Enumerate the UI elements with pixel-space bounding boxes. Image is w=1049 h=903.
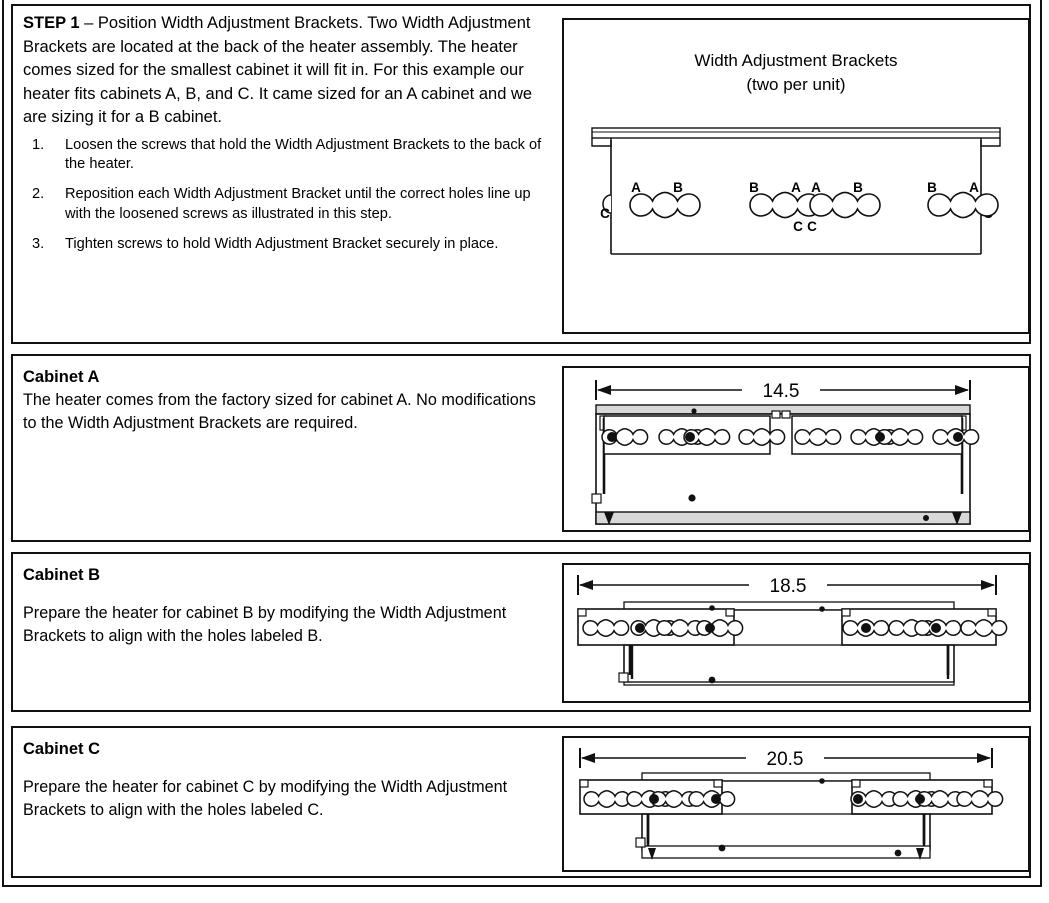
hole-cluster bbox=[795, 429, 841, 445]
hole-label-c-left: C bbox=[600, 206, 610, 221]
hole-label-bottom: C bbox=[807, 219, 817, 234]
cabinet-c-title: Cabinet C bbox=[23, 740, 101, 758]
step-1-dash: – bbox=[79, 14, 98, 32]
cabinet-a-svg bbox=[564, 368, 1028, 530]
list-item bbox=[23, 235, 543, 255]
panel-cabinet-b bbox=[11, 552, 1031, 712]
diagram-title-line-2: (two per unit) bbox=[746, 75, 846, 94]
step-1-body: Two Width Adjustment Brackets are located at the back of the heater assembly. The heater comes sized for the smallest cabinet it will fit in. For this example our heater fits cabinets A, B, and C. It came sized for an A cabinet and we are sizing it for a B cabinet. bbox=[23, 14, 533, 126]
hole-cluster bbox=[739, 429, 785, 445]
cabinet-a-title: Cabinet A bbox=[23, 368, 100, 386]
list-item bbox=[23, 185, 543, 225]
hole-cluster bbox=[961, 620, 1007, 636]
hole-label-left: A bbox=[631, 180, 641, 195]
step-1-text-column bbox=[23, 12, 543, 264]
cabinet-c-body: Prepare the heater for cabinet C by modifying the Width Adjustment Brackets to align with the holes labeled C. bbox=[23, 778, 508, 820]
list-item bbox=[23, 136, 543, 176]
cabinet-b-body: Prepare the heater for cabinet B by modifying the Width Adjustment Brackets to align with the holes labeled B. bbox=[23, 604, 507, 646]
hole-cluster bbox=[697, 620, 743, 636]
diagram-cabinet-c bbox=[562, 736, 1030, 872]
hole-label-right: A bbox=[791, 180, 801, 195]
hole-cluster bbox=[957, 791, 1003, 807]
hole-cluster bbox=[807, 180, 880, 234]
cabinet-c-svg bbox=[564, 738, 1028, 870]
cabinet-b-svg bbox=[564, 565, 1028, 701]
hole-label-bottom: C bbox=[793, 219, 803, 234]
hole-label-left: B bbox=[749, 180, 759, 195]
dimension-value: 14.5 bbox=[762, 381, 800, 402]
hole-label-right: B bbox=[853, 180, 863, 195]
list-item-number: 1. bbox=[32, 136, 45, 153]
cabinet-b-title: Cabinet B bbox=[23, 566, 101, 584]
bracket-left-end bbox=[592, 138, 611, 254]
hole-cluster bbox=[583, 620, 629, 636]
dimension-line bbox=[578, 573, 996, 597]
document-page-frame bbox=[2, 0, 1042, 887]
hole-label-left: B bbox=[927, 180, 937, 195]
list-item-text: Loosen the screws that hold the Width Adjustment Brackets to the back of the heater. bbox=[65, 136, 542, 173]
dimension-line bbox=[596, 378, 970, 402]
hole-label-right: B bbox=[673, 180, 683, 195]
hole-cluster bbox=[927, 180, 998, 217]
list-item-text: Reposition each Width Adjustment Bracket until the correct holes line up with the loosened screws as illustrated in this step. bbox=[65, 186, 531, 222]
dimension-value: 20.5 bbox=[766, 749, 804, 770]
panel-cabinet-a bbox=[11, 354, 1031, 542]
dimension-line bbox=[580, 746, 992, 770]
panel-step-1 bbox=[11, 4, 1031, 344]
step-1-heading-text: Position Width Adjustment Brackets. bbox=[97, 14, 363, 32]
list-item-text: Tighten screws to hold Width Adjustment Bracket securely in place. bbox=[65, 235, 499, 252]
diagram-title-line-1: Width Adjustment Brackets bbox=[694, 51, 898, 70]
diagram-cabinet-b bbox=[562, 563, 1030, 703]
cabinet-c-text-column bbox=[23, 738, 543, 822]
step-1-numbered-list bbox=[23, 136, 543, 255]
diagram-cabinet-a bbox=[562, 366, 1030, 532]
diagram-width-adjustment-brackets bbox=[562, 18, 1030, 334]
bracket-top-rail bbox=[592, 128, 1000, 138]
step-1-heading bbox=[23, 12, 543, 130]
cabinet-a-text-column bbox=[23, 366, 543, 435]
cabinet-a-body: The heater comes from the factory sized for cabinet A. No modifications to the Width Adjustment Brackets are required. bbox=[23, 391, 536, 433]
hole-label-left: A bbox=[811, 180, 821, 195]
list-item-number: 3. bbox=[32, 235, 45, 252]
dimension-value: 18.5 bbox=[769, 576, 807, 597]
list-item-number: 2. bbox=[32, 186, 45, 203]
cabinet-b-text-column bbox=[23, 564, 543, 648]
step-1-label: STEP 1 bbox=[23, 14, 80, 32]
hole-cluster bbox=[584, 791, 630, 807]
panel-cabinet-c bbox=[11, 726, 1031, 878]
bracket-diagram-svg bbox=[564, 20, 1028, 332]
hole-label-right: A bbox=[969, 180, 979, 195]
hole-cluster bbox=[657, 620, 703, 636]
hole-cluster bbox=[630, 180, 700, 217]
